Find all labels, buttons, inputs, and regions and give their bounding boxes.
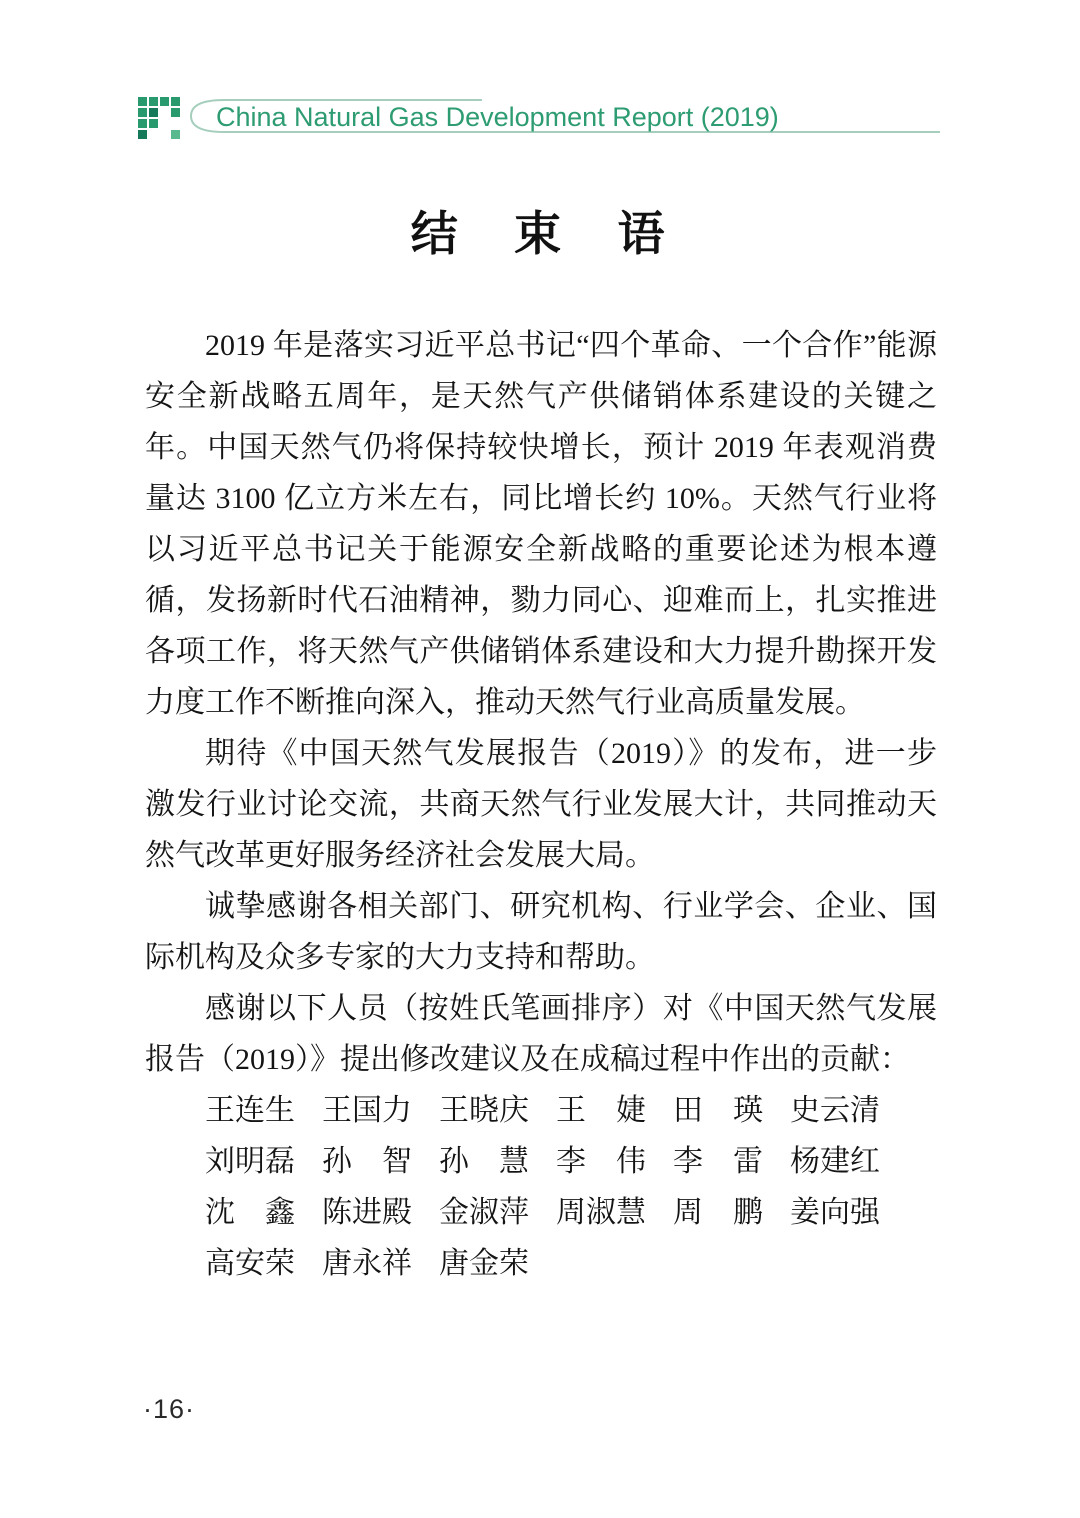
report-title: China Natural Gas Development Report (2019) — [216, 102, 779, 132]
paragraph-2: 期待《中国天然气发展报告（2019）》的发布，进一步激发行业讨论交流，共商天然气行业发展大计，共同推动天然气改革更好服务经济社会发展大局。 — [145, 737, 937, 872]
page-title: 结 束 语 — [410, 207, 670, 260]
page-body — [145, 320, 937, 1289]
paragraph-4: 感谢以下人员（按姓氏笔画排序）对《中国天然气发展报告（2019）》提出修改建议及在成稿过程中作出的贡献： — [145, 992, 937, 1076]
contributor-name: 李 雷 — [673, 1145, 763, 1178]
contributor-name: 陈进殿 — [322, 1196, 412, 1229]
contributor-name: 周淑慧 — [556, 1196, 646, 1229]
contributors-row-4 — [205, 1238, 937, 1289]
contributor-name: 唐金荣 — [439, 1247, 529, 1280]
contributors-row-3 — [205, 1187, 937, 1238]
contributor-name: 高安荣 — [205, 1247, 295, 1280]
page-header — [0, 0, 1080, 160]
contributor-name: 王连生 — [205, 1094, 295, 1127]
page-number: ·16· — [143, 1394, 196, 1424]
contributors-row-1 — [205, 1085, 937, 1136]
contributors-list — [145, 1085, 937, 1289]
contributor-name: 姜向强 — [790, 1196, 880, 1229]
contributor-name: 王晓庆 — [439, 1094, 529, 1127]
contributor-name: 杨建红 — [790, 1145, 880, 1178]
pixel-logo-icon — [138, 97, 180, 139]
paragraph-3: 诚挚感谢各相关部门、研究机构、行业学会、企业、国际机构及众多专家的大力支持和帮助。 — [145, 890, 937, 974]
contributor-name: 沈 鑫 — [205, 1196, 295, 1229]
contributor-name: 孙 慧 — [439, 1145, 529, 1178]
contributor-name: 李 伟 — [556, 1145, 646, 1178]
contributor-name: 周 鹏 — [673, 1196, 763, 1229]
contributors-row-2 — [205, 1136, 937, 1187]
contributor-name: 田 瑛 — [673, 1094, 763, 1127]
contributor-name: 唐永祥 — [322, 1247, 412, 1280]
contributor-name: 金淑萍 — [439, 1196, 529, 1229]
contributor-name: 史云清 — [790, 1094, 880, 1127]
contributor-name: 刘明磊 — [205, 1145, 295, 1178]
contributor-name: 王 婕 — [556, 1094, 646, 1127]
paragraph-1: 2019 年是落实习近平总书记“四个革命、一个合作”能源安全新战略五周年，是天然气产供储销体系建设的关键之年。中国天然气仍将保持较快增长，预计 2019 年表观消费量达 3100 亿立方米左右，同比增长约 10%。天然气行业将以习近平总书记关于能源安全新战略的重要论述为根本遵循，发扬新时代石油精神，勠力同心、迎难而上，扎实推进各项工作，将天然气产供储销体系建设和大力提升勘探开发力度工作不断推向深入，推动天然气行业高质量发展。 — [145, 329, 937, 719]
contributor-name: 王国力 — [322, 1094, 412, 1127]
contributor-name: 孙 智 — [322, 1145, 412, 1178]
